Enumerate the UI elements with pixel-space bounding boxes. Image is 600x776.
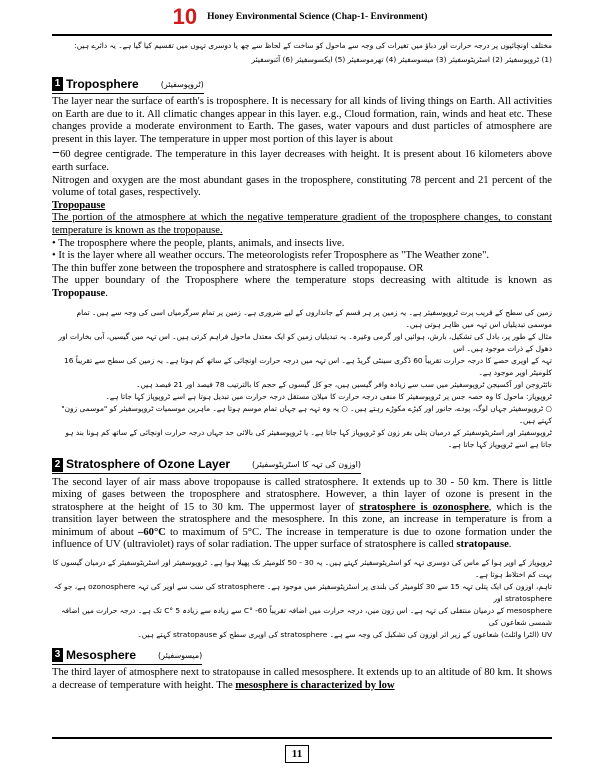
page-header bbox=[0, 4, 600, 30]
header-title: Honey Environmental Science (Chap-1- Environment) bbox=[207, 12, 428, 22]
section-title-urdu: (اوزون کی تہہ کا اسٹریٹوسفیئر) bbox=[252, 460, 361, 469]
urdu-line: ٹروپوپاز: ماحول کا وہ حصہ جس پر ٹروپوسفیئر کا منفی درجہ حرارت کا میلان مستقل درجہ حرارت میں تبدیل ہوتا ہے اسے ٹروپوپاز کہا جاتا ہے۔ bbox=[105, 391, 552, 401]
urdu-line: تہہ کے اوپری حصے کا درجہ حرارت تقریباً 60 ڈگری سینٹی گریڈ ہے۔ اس تہہ میں درجہ حرارت اونچائی کے ساتھ کم ہوتا ہے۔ یہ زمین کی سطح سے تقریباً 16 کلومیٹر اوپر موجود ہے۔ bbox=[64, 355, 552, 377]
intro-urdu-line-2: (1) ٹروپوسفیئر (2) اسٹریٹوسفیئر (3) میسوسفیئر (4) تھرموسفیئر (5) ایکسوسفیئر (6) آئنوسفیئر bbox=[251, 55, 552, 64]
header-chapter-number: 10 bbox=[172, 4, 198, 29]
section-number: 1 bbox=[52, 77, 63, 91]
troposphere-paragraph-1: The layer near the surface of earth's is troposphere. It is necessary for all kinds of living things on Earth. All activities on Earth are due to it. All climatic changes appear in this layer. e.g., Cloud formation, rain, winds and heat etc. These changes provide a moderate environment to Earth. The gases, water vapours and dust particles of atmosphere are present in this layer. The temperature in upper most portion of this layer is about bbox=[52, 96, 552, 145]
main-content bbox=[52, 40, 552, 692]
tropopause-definition: The portion of the atmosphere at which the negative temperature gradient of the troposphere changes, to constant temperature is known as the tropopause. bbox=[52, 212, 552, 236]
section-title-urdu: (میسوسفیئر) bbox=[158, 650, 203, 660]
section-title: Troposphere bbox=[66, 76, 139, 91]
section-title: Mesosphere bbox=[66, 647, 137, 662]
urdu-line: mesosphere کے درمیان منتقلی کی تہہ ہے۔ اس زون میں، درجہ حرارت میں اضافہ تقریباً 60- °C سے زیادہ سے زیادہ 5 °C تک ہے۔ درجہ حرارت میں اضافہ شمسی شعاعوں کی bbox=[61, 606, 552, 628]
footer-rule bbox=[52, 737, 552, 739]
intro-urdu-line-1: مختلف اونچائیوں پر درجہ حرارت اور دباؤ میں تغیرات کی وجہ سے ماحول کو ساخت کے لحاظ سے چھ یا دوسری تہوں میں تقسیم کیا گیا ہے۔ یہ دائرے ہیں: bbox=[74, 41, 552, 50]
urdu-line: ٹروپوسفیئر اور اسٹریٹوسفیئر کے درمیان پتلی بفر زون کو ٹروپوپاز کہا جاتا ہے۔ یا ٹروپوسفیئر کی بالائی حد جہاں درجہ حرارت اونچائی کے ساتھ کم ہونا بند ہو جاتا ہے اسے ٹروپوپاز کہا جاتا ہے۔ bbox=[65, 427, 552, 449]
section-heading-mesosphere bbox=[52, 647, 552, 665]
section-heading-troposphere bbox=[52, 76, 552, 94]
section-number: 3 bbox=[52, 648, 63, 662]
urdu-line: زمین کی سطح کے قریب پرت ٹروپوسفیئر ہے۔ یہ زمین پر ہر قسم کے جانداروں کے لیے ضروری ہے۔ زمین پر تمام سرگرمیاں اسی کی وجہ سے ہیں۔ تمام موسمی تبدیلیاں اس تہہ میں ظاہر ہوتی ہیں۔ bbox=[76, 307, 552, 329]
troposphere-paragraph-5: The upper boundary of the Troposphere where the temperature stops decreasing with altitude is known as Tropopause. bbox=[52, 275, 552, 299]
urdu-line: مثال کے طور پر، بادل کی تشکیل، بارش، ہوائیں اور گرمی وغیرہ۔ یہ تبدیلیاں زمین کو ایک معتدل ماحول فراہم کرتی ہیں۔ اس تہہ میں گیسیں، آبی بخارات اور دھول کے ذرات موجود ہیں۔ اس bbox=[58, 331, 552, 353]
troposphere-paragraph-3: Nitrogen and oxygen are the most abundant gases in the troposphere, constituting 78 percent and 21 percent of the volume of total gases, respectively. bbox=[52, 174, 552, 199]
troposphere-paragraph-4: The thin buffer zone between the troposphere and stratosphere is called tropopause. OR bbox=[52, 262, 424, 274]
section-title: Stratosphere of Ozone Layer bbox=[66, 457, 231, 471]
stratosphere-urdu-block bbox=[52, 557, 552, 641]
urdu-line: نائٹروجن اور آکسیجن ٹروپوسفیئر میں سب سے زیادہ وافر گیسیں ہیں، جو کل گیسوں کے حجم کا بالترتیب 78 فیصد اور 21 فیصد ہیں۔ bbox=[136, 379, 552, 389]
troposphere-bullet-1: • The troposphere where the people, plants, animals, and insects live. bbox=[52, 237, 345, 249]
header-rule bbox=[52, 34, 552, 36]
troposphere-bullet-2: • It is the layer where all weather occurs. The meteorologists refer Troposphere as "The Weather zone". bbox=[52, 250, 490, 262]
mesosphere-paragraph: The third layer of atmosphere next to stratopause in called mesosphere. It extends up to an altitude of 80 km. It shows a decrease of temperature with height. The mesosphere is characterized by low bbox=[52, 667, 552, 691]
section-title-urdu: (ٹروپوسفیئر) bbox=[160, 79, 204, 89]
section-heading-stratosphere bbox=[52, 457, 552, 475]
tropopause-heading: Tropopause bbox=[52, 199, 106, 211]
urdu-line: تاہم، اوزون کی ایک پتلی تہہ 15 سے 30 کلومیٹر کی بلندی پر اسٹریٹوسفیئر میں موجود ہے۔ stratosphere کی سب سے اوپر کی تہہ ozonosphere ہے، جو کہ stratosphere اور bbox=[53, 582, 552, 604]
urdu-line: ○ ٹروپوسفیئر جہاں لوگ، پودے، جانور اور کیڑے مکوڑے رہتے ہیں۔ ○ یہ وہ تہہ ہے جہاں تمام موسم ہوتا ہے۔ ماہرین موسمیات ٹروپوسفیئر کو "موسمی زون" کہتے ہیں۔ bbox=[61, 403, 552, 425]
urdu-line: ٹروپوپاز کے اوپر ہوا کے ماس کی دوسری تہہ کو اسٹریٹوسفیئر کہتے ہیں۔ یہ 30 - 50 کلومیٹر تک پھیلا ہوا ہے۔ ٹروپوسفیئر اور اسٹریٹوسفیئر کے درمیان گیسوں کا بہت کم اختلاط ہوتا ہے۔ bbox=[52, 558, 552, 580]
section-number: 2 bbox=[52, 458, 63, 472]
urdu-line: UV (الٹرا وائلٹ) شعاعوں کے زیر اثر اوزون کی تشکیل کی وجہ سے ہے۔ stratosphere کی اوپری سطح کو stratopause کہتے ہیں۔ bbox=[137, 630, 552, 640]
troposphere-paragraph-2: −60 degree centigrade. The temperature in this layer decreases with height. It is present about 16 kilometers above earth surface. bbox=[52, 146, 552, 173]
page-number: 11 bbox=[285, 745, 309, 763]
stratosphere-paragraph: The second layer of air mass above tropopause is called stratosphere. It extends up to 30 - 50 km. There is little mixing of gases between the troposphere and stratosphere. However, a thin layer of ozone is present in the stratosphere at the height of 15 to 30 km. The uppermost layer of stratosphere is ozonosphere, which is the transition layer between the stratosphere and the mesosphere. In this zone, an increase in temperature is from a minimum of about –60°C to maximum of 5°C. The increase in temperature is due to ozone formation under the influence of UV (ultraviolet) rays of solar radiation. The upper surface of stratosphere is called stratopause. bbox=[52, 476, 552, 551]
troposphere-urdu-block bbox=[52, 307, 552, 451]
